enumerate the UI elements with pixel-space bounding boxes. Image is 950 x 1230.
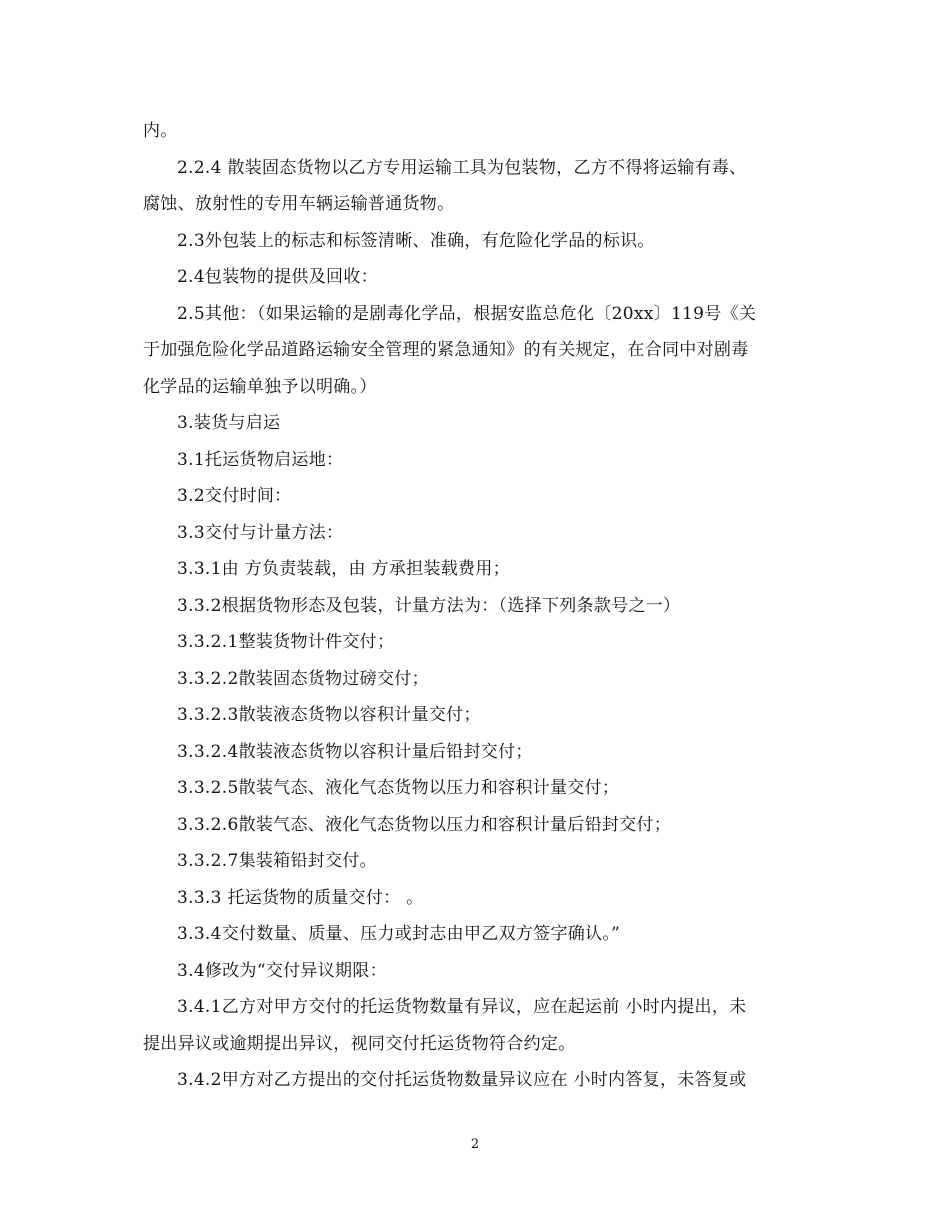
text-line: 3.4.1乙方对甲方交付的托运货物数量有异议，应在起运前 小时内提出，未 xyxy=(177,997,747,1017)
body-text xyxy=(143,113,808,1099)
text-line: 3.3.2.2散装固态货物过磅交付； xyxy=(177,668,429,689)
text-line: 3.3.2.4散装液态货物以容积计量后铅封交付； xyxy=(177,741,533,762)
section-heading: 3.装货与启运 xyxy=(177,413,281,433)
text-line: 3.3.2.7集装箱铅封交付。 xyxy=(177,851,377,871)
page-number: 2 xyxy=(470,1137,480,1152)
text-line: 3.3.2.1整装货物计件交付； xyxy=(177,632,395,652)
text-line: 3.3.2.5散装气态、液化气态货物以压力和容积计量交付； xyxy=(177,778,620,798)
text-line: 提出异议或逾期提出异议，视同交付托运货物符合约定。 xyxy=(143,1033,576,1054)
text-line: 内。 xyxy=(143,121,178,141)
text-line: 化学品的运输单独予以明确。） xyxy=(143,376,377,397)
text-line: 3.3.4交付数量、质量、压力或封志由甲乙双方签字确认。” xyxy=(177,924,621,944)
text-line: 3.3.1由 方负责装载，由 方承担装载费用； xyxy=(177,559,510,579)
text-line: 3.3.3 托运货物的质量交付： 。 xyxy=(177,887,424,908)
text-line: 2.2.4 散装固态货物以乙方专用运输工具为包装物，乙方不得将运输有毒、 xyxy=(177,157,747,178)
text-line: 3.3.2根据货物形态及包装，计量方法为：（选择下列条款号之一） xyxy=(177,595,681,616)
text-line: 3.4修改为“交付异议期限： xyxy=(177,960,387,981)
text-line: 2.3外包装上的标志和标签清晰、准确，有危险化学品的标识。 xyxy=(177,230,655,251)
text-line: 3.3.2.6散装气态、液化气态货物以压力和容积计量后铅封交付； xyxy=(177,814,672,835)
text-line: 3.4.2甲方对乙方提出的交付托运货物数量异议应在 小时内答复，未答复或 xyxy=(177,1070,747,1090)
text-line: 3.3.2.3散装液态货物以容积计量交付； xyxy=(177,705,481,725)
text-line: 于加强危险化学品道路运输安全管理的紧急通知》的有关规定，在合同中对剧毒 xyxy=(143,340,749,360)
text-line: 3.3交付与计量方法： xyxy=(177,522,344,543)
text-line: 3.2交付时间： xyxy=(177,486,292,506)
text-line: 2.4包装物的提供及回收： xyxy=(177,267,378,287)
text-line: 3.1托运货物启运地： xyxy=(177,449,344,470)
text-line: 腐蚀、放射性的专用车辆运输普通货物。 xyxy=(143,194,455,214)
text-line: 2.5其他：（如果运输的是剧毒化学品，根据安监总危化〔20xx〕119号《关 xyxy=(177,303,757,324)
